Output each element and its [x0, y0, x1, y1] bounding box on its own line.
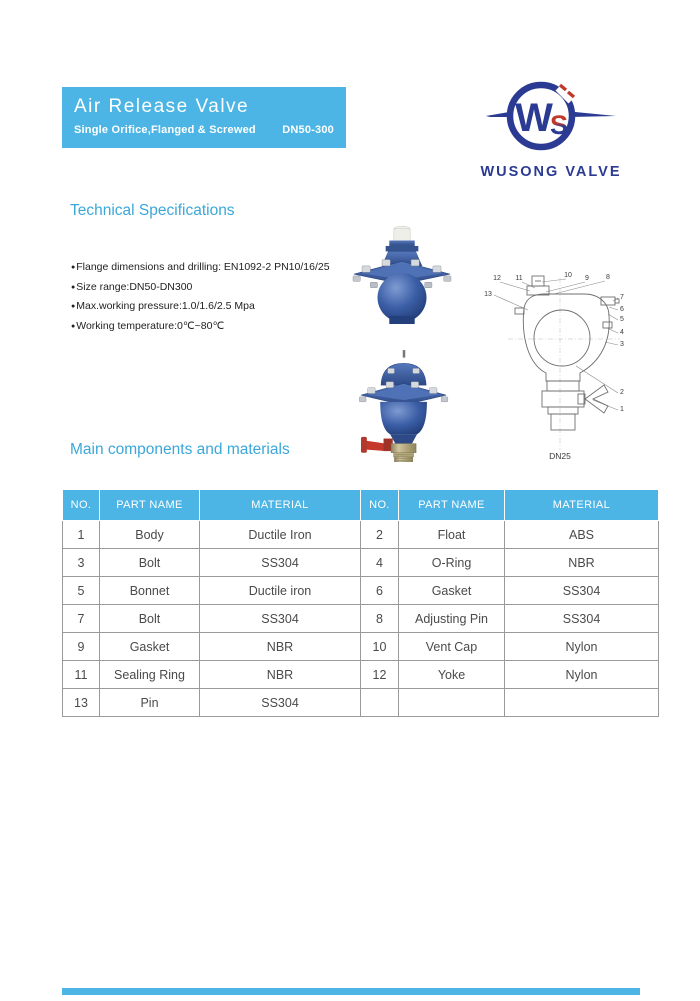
- cell-partname: Float: [399, 521, 505, 549]
- col-header-no-left: NO.: [63, 490, 100, 521]
- table-header-row: [63, 490, 659, 521]
- col-header-partname-left: PART NAME: [100, 490, 200, 521]
- brand-wordmark: WUSONG VALVE: [480, 164, 622, 180]
- brand-logo: [478, 70, 624, 180]
- callout-9: 9: [585, 275, 589, 282]
- cell-material: NBR: [505, 549, 659, 577]
- table-row: [63, 549, 659, 577]
- callout-10: 10: [564, 272, 572, 279]
- cell-no: 7: [63, 605, 100, 633]
- page-subtitle: Single Orifice,Flanged & Screwed: [74, 124, 256, 136]
- section-title-technical: Technical Specifications: [70, 202, 235, 219]
- footer-accent-bar: [62, 988, 640, 995]
- cell-material: SS304: [200, 689, 361, 717]
- cell-material: [505, 689, 659, 717]
- callout-7: 7: [620, 294, 624, 301]
- cell-material: ABS: [505, 521, 659, 549]
- cell-partname: Gasket: [399, 577, 505, 605]
- cell-no: 13: [63, 689, 100, 717]
- valve-photo-flanged: [352, 226, 452, 324]
- callout-3: 3: [620, 341, 624, 348]
- cell-material: SS304: [505, 605, 659, 633]
- cell-no: 2: [361, 521, 399, 549]
- spec-item: [71, 258, 330, 278]
- cell-no: 6: [361, 577, 399, 605]
- cell-material: NBR: [200, 661, 361, 689]
- spec-text: Size range:DN50-DN300: [76, 280, 193, 293]
- cell-no: [361, 689, 399, 717]
- cell-partname: [399, 689, 505, 717]
- cell-no: 10: [361, 633, 399, 661]
- spec-list: [71, 258, 330, 336]
- spec-item: [71, 297, 330, 317]
- cell-partname: Bolt: [100, 549, 200, 577]
- components-table: [62, 489, 659, 717]
- spec-text: Max.working pressure:1.0/1.6/2.5 Mpa: [76, 300, 255, 312]
- cell-no: 5: [63, 577, 100, 605]
- callout-11: 11: [515, 275, 523, 282]
- cell-partname: Pin: [100, 689, 200, 717]
- valve-photo-screwed: [356, 350, 452, 462]
- col-header-material-right: MATERIAL: [505, 490, 659, 521]
- cell-no: 1: [63, 521, 100, 549]
- col-header-no-right: NO.: [361, 490, 399, 521]
- cell-partname: Gasket: [100, 633, 200, 661]
- table-row: [63, 605, 659, 633]
- cell-partname: O-Ring: [399, 549, 505, 577]
- spec-item: [71, 317, 330, 337]
- callout-12: 12: [493, 275, 501, 282]
- cell-partname: Bonnet: [100, 577, 200, 605]
- table-row: [63, 521, 659, 549]
- bullet-icon: ●: [71, 283, 76, 291]
- cell-material: NBR: [200, 633, 361, 661]
- cell-material: Nylon: [505, 633, 659, 661]
- spec-item: [71, 278, 330, 298]
- cell-material: SS304: [200, 549, 361, 577]
- cell-no: 8: [361, 605, 399, 633]
- diagram-caption: DN25: [549, 451, 571, 461]
- section-title-components: Main components and materials: [70, 441, 290, 458]
- cell-material: Ductile iron: [200, 577, 361, 605]
- table-row: [63, 689, 659, 717]
- size-range: DN50-300: [282, 124, 334, 136]
- cell-material: Ductile Iron: [200, 521, 361, 549]
- cell-material: SS304: [505, 577, 659, 605]
- cell-no: 4: [361, 549, 399, 577]
- cell-partname: Vent Cap: [399, 633, 505, 661]
- spec-text: Flange dimensions and drilling: EN1092-2 PN10/16/25: [76, 261, 330, 273]
- brand-emblem-icon: [478, 70, 624, 162]
- cell-partname: Body: [100, 521, 200, 549]
- cell-no: 3: [63, 549, 100, 577]
- header-banner: [62, 87, 346, 148]
- col-header-material-left: MATERIAL: [200, 490, 361, 521]
- table-row: [63, 577, 659, 605]
- callout-13: 13: [484, 291, 492, 298]
- table-row: [63, 661, 659, 689]
- cell-no: 12: [361, 661, 399, 689]
- callout-2: 2: [620, 389, 624, 396]
- cell-material: Nylon: [505, 661, 659, 689]
- callout-1: 1: [620, 406, 624, 413]
- cell-partname: Bolt: [100, 605, 200, 633]
- cell-no: 9: [63, 633, 100, 661]
- table-row: [63, 633, 659, 661]
- bullet-icon: ●: [71, 322, 76, 330]
- bullet-icon: ●: [71, 264, 76, 271]
- cell-no: 11: [63, 661, 100, 689]
- cell-partname: Yoke: [399, 661, 505, 689]
- valve-section-diagram: [472, 252, 652, 464]
- callout-4: 4: [620, 329, 624, 336]
- cell-material: SS304: [200, 605, 361, 633]
- cell-partname: Adjusting Pin: [399, 605, 505, 633]
- callout-6: 6: [620, 306, 624, 313]
- page-title: Air Release Valve: [74, 96, 250, 117]
- col-header-partname-right: PART NAME: [399, 490, 505, 521]
- monogram-w: W: [515, 96, 553, 140]
- bullet-icon: ●: [71, 303, 76, 310]
- callout-8: 8: [606, 274, 610, 281]
- callout-5: 5: [620, 316, 624, 323]
- cell-partname: Sealing Ring: [100, 661, 200, 689]
- spec-text: Working temperature:0℃~80℃: [76, 319, 225, 332]
- monogram-s: S: [549, 110, 569, 140]
